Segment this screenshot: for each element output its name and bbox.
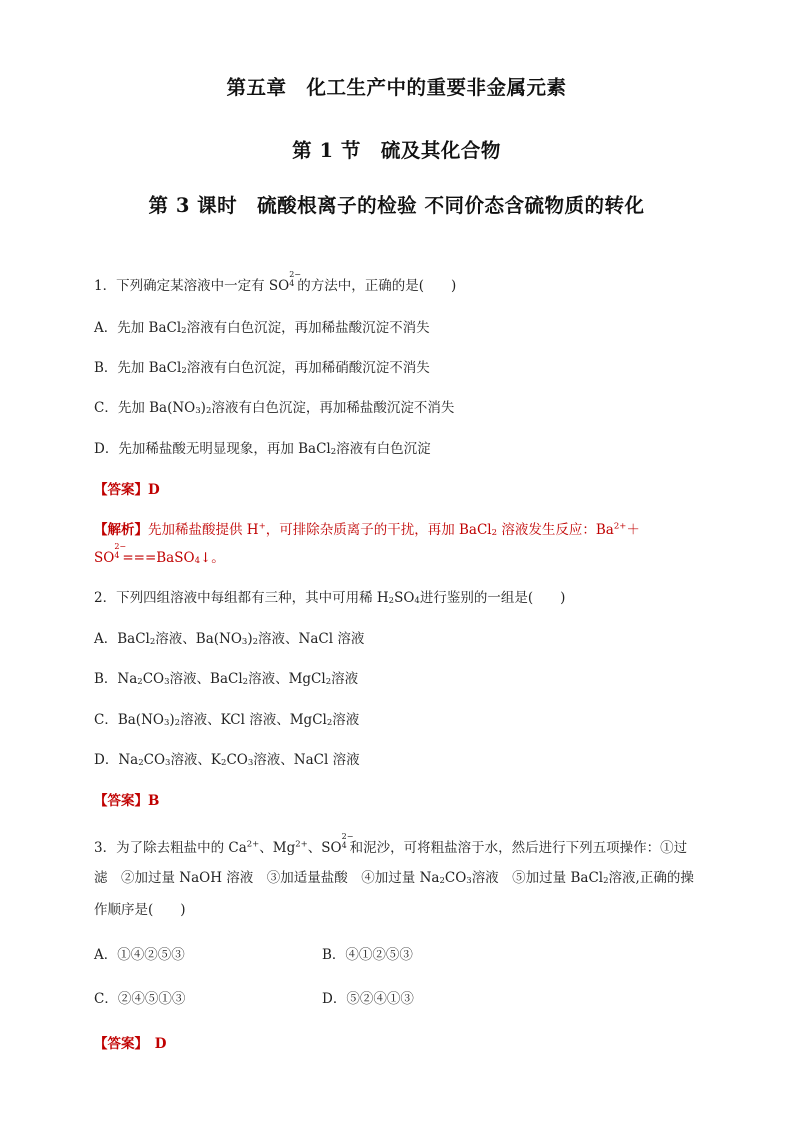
ion-charge: 2− — [289, 270, 301, 279]
subscript: 3 — [247, 758, 254, 768]
q1-b-text-end: 溶液有白色沉淀，再加稀硝酸沉淀不消失 — [186, 360, 430, 376]
subscript: 2 — [138, 758, 144, 768]
q2-d-part: 溶液、NaCl 溶液 — [253, 752, 360, 768]
ion-charge: 2− — [114, 542, 127, 551]
q2-stem — [94, 586, 565, 606]
q1-a-text: A．先加 BaCl — [94, 320, 182, 336]
subscript: 3 — [241, 637, 248, 647]
q2-d-part: D．Na — [94, 752, 139, 768]
q3-text: 、SO — [307, 840, 342, 856]
subscript: 2 — [181, 366, 187, 376]
subscript: 2 — [137, 677, 143, 687]
q2-b-part: CO — [142, 671, 165, 687]
q3-text: 和泥沙，可将粗盐溶于水，然后进行下列五项操作：①过 — [349, 840, 688, 856]
q3-option-a: A．①④②⑤③ — [94, 947, 185, 963]
q1-option-b — [94, 356, 430, 376]
q2-c-part: C．Ba(NO — [94, 712, 164, 728]
q3-text: 、Mg — [259, 840, 296, 856]
q2-c-part: ) — [169, 712, 175, 728]
q3-options-row1 — [94, 943, 185, 963]
subscript: 2 — [149, 637, 156, 647]
subscript: 3 — [164, 677, 170, 687]
q2-b-part: 溶液、MgCl — [248, 671, 326, 687]
analysis-tag: 【解析】 — [94, 522, 148, 538]
q2-a-part: 溶液、Ba(NO — [155, 631, 242, 647]
subscript: 3 — [165, 758, 171, 768]
q1-d-text: D．先加稀盐酸无明显现象，再加 BaCl — [94, 441, 331, 457]
q3-text: 滤 ②加过量 NaOH 溶液 ③加适量盐酸 ④加过量 Na — [94, 870, 440, 886]
q3-option-b: B．④①②⑤③ — [322, 947, 413, 963]
q2-c-part: 溶液 — [332, 712, 360, 728]
q2-option-d — [94, 748, 360, 768]
ion-subscript: 4 — [341, 841, 347, 850]
subscript: 3 — [466, 876, 472, 886]
q2-b-part: B．Na — [94, 671, 138, 687]
q1-stem-text-b: 的方法中，正确的是( ) — [297, 278, 457, 294]
subscript: 2 — [252, 637, 259, 647]
q3-stem-line1 — [94, 832, 688, 856]
q3-option-c: C．②④⑤①③ — [94, 991, 186, 1007]
analysis-text: 先加稀盐酸提供 H — [148, 522, 259, 538]
q2-c-part: 溶液、KCl 溶液、MgCl — [180, 712, 327, 728]
subscript: 3 — [195, 406, 201, 416]
q1-answer: 【答案】D — [94, 482, 160, 498]
sulfate-ion-script — [114, 542, 127, 562]
lesson-title: 第 3 课时 硫酸根离子的检验 不同价态含硫物质的转化 — [148, 194, 645, 217]
q3-stem-line2 — [94, 866, 694, 886]
subscript: 2 — [242, 677, 249, 687]
equation-ion: SO — [94, 550, 115, 566]
analysis-text: ，可排除杂质离子的干扰，再加 BaCl — [265, 522, 492, 538]
q2-b-part: 溶液 — [331, 671, 359, 687]
subscript: 2 — [181, 326, 187, 336]
q1-c-text: C．先加 Ba(NO — [94, 400, 196, 416]
q3-option-d: D．⑤②④①③ — [322, 991, 414, 1007]
subscript: 2 — [603, 876, 609, 886]
q1-option-d — [94, 437, 431, 457]
ion-subscript: 4 — [114, 551, 120, 560]
ion-charge: 2− — [341, 832, 354, 841]
subscript: 2 — [174, 718, 181, 728]
sulfate-ion-script — [341, 832, 354, 852]
q1-stem-text-a: 1．下列确定某溶液中一定有 SO — [94, 278, 290, 294]
q3-options-row2 — [94, 987, 185, 1007]
subscript: 2 — [439, 876, 445, 886]
subscript: 2 — [326, 718, 333, 728]
q2-d-part: CO — [143, 752, 166, 768]
q2-stem-text-a: 2．下列四组溶液中每组都有三种，其中可用稀 H — [94, 590, 389, 606]
q2-option-a — [94, 627, 364, 647]
q3-text: 溶液 ⑤加过量 BaCl — [471, 870, 604, 886]
subscript: 2 — [330, 447, 337, 457]
q1-analysis-line1 — [94, 518, 640, 538]
q2-option-c — [94, 708, 359, 728]
q1-c-text-end: 溶液有白色沉淀，再加稀盐酸沉淀不消失 — [211, 400, 455, 416]
q2-d-part: CO — [226, 752, 248, 768]
q2-a-part: 溶液、NaCl 溶液 — [258, 631, 365, 647]
superscript: 2+ — [246, 839, 260, 850]
section-title: 第 1 节 硫及其化合物 — [292, 139, 501, 162]
equation-equals: === — [122, 550, 157, 566]
subscript: 2 — [325, 677, 332, 687]
q1-option-a — [94, 316, 430, 336]
superscript: + — [258, 521, 266, 532]
q3-text: CO — [444, 870, 467, 886]
q2-a-part: A．BaCl — [94, 631, 150, 647]
q2-stem-text-b: 进行鉴别的一组是( ) — [419, 590, 566, 606]
subscript: 2 — [221, 758, 227, 768]
analysis-text: 溶液发生反应：Ba — [497, 522, 614, 538]
q1-stem — [94, 270, 457, 294]
q2-stem-formula: SO — [394, 590, 415, 606]
subscript: 4 — [194, 556, 200, 566]
superscript: 2+ — [613, 521, 627, 532]
q3-answer: 【答案】 D — [94, 1036, 167, 1052]
q3-text: 3．为了除去粗盐中的 Ca — [94, 840, 247, 856]
q2-answer: 【答案】B — [94, 793, 160, 809]
sulfate-ion-script — [289, 270, 301, 290]
q1-b-text: B．先加 BaCl — [94, 360, 182, 376]
q1-d-text-end: 溶液有白色沉淀 — [336, 441, 431, 457]
q1-option-c — [94, 396, 454, 416]
q2-a-part: ) — [247, 631, 253, 647]
subscript: 2 — [491, 528, 498, 538]
chapter-title: 第五章 化工生产中的重要非金属元素 — [226, 76, 567, 99]
q1-analysis-equation — [94, 542, 225, 566]
ion-subscript: 4 — [289, 279, 295, 288]
q3-stem-line3: 作顺序是( ) — [94, 902, 186, 918]
q2-d-part: 溶液、K — [170, 752, 222, 768]
subscript: 4 — [414, 596, 420, 606]
q3-text: 溶液,正确的操 — [608, 870, 694, 886]
paren: ) — [200, 400, 206, 416]
equation-end: ↓。 — [199, 550, 225, 566]
subscript: 2 — [388, 596, 395, 606]
equation-product: BaSO — [156, 550, 195, 566]
analysis-text: ＋ — [626, 522, 640, 538]
superscript: 2+ — [295, 839, 308, 850]
q1-a-text-end: 溶液有白色沉淀，再加稀盐酸沉淀不消失 — [186, 320, 430, 336]
q2-b-part: 溶液、BaCl — [169, 671, 243, 687]
subscript: 3 — [163, 718, 170, 728]
q2-option-b — [94, 667, 358, 687]
subscript: 2 — [205, 406, 212, 416]
